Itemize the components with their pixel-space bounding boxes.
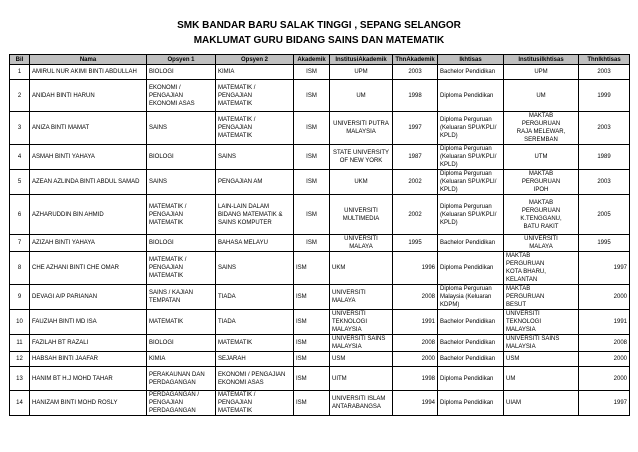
cell-ikhtisas: Diploma Perguruan (Keluaran SPU/KPLI/ KPLD): [438, 195, 504, 235]
cell-akademik: ISM: [294, 391, 330, 416]
header-nama: Nama: [30, 55, 147, 65]
cell-nama: HANIZAM BINTI MOHD ROSLY: [30, 391, 147, 416]
cell-institusi-ikhtisas: UM: [504, 80, 579, 112]
cell-akademik: ISM: [294, 285, 330, 310]
cell-thn-ikhtisas: 2000: [579, 285, 630, 310]
cell-institusi-akademik: UM: [330, 80, 393, 112]
cell-thn-ikhtisas: 2000: [579, 367, 630, 391]
table-row: [10, 285, 630, 310]
cell-institusi-akademik: UKM: [330, 170, 393, 195]
cell-ikhtisas: Bachelor Pendidikan: [438, 352, 504, 367]
cell-akademik: ISM: [294, 145, 330, 170]
cell-opsyen1: EKONOMI / PENGAJIAN EKONOMI ASAS: [147, 80, 216, 112]
cell-opsyen1: MATEMATIK: [147, 310, 216, 335]
cell-thn-ikhtisas: 2003: [579, 112, 630, 145]
cell-bil: 9: [10, 285, 30, 310]
cell-nama: AMIRUL NUR AKIMI BINTI ABDULLAH: [30, 65, 147, 80]
cell-bil: 8: [10, 252, 30, 285]
cell-opsyen2: MATEMATIK / PENGAJIAN MATEMATIK: [216, 112, 294, 145]
cell-thn-akademik: 1991: [393, 310, 438, 335]
cell-thn-ikhtisas: 2008: [579, 335, 630, 352]
cell-ikhtisas: Bachelor Pendidikan: [438, 310, 504, 335]
cell-thn-ikhtisas: 2003: [579, 65, 630, 80]
cell-bil: 5: [10, 170, 30, 195]
cell-ikhtisas: Bachelor Pendidikan: [438, 65, 504, 80]
cell-akademik: ISM: [294, 235, 330, 252]
cell-opsyen2: KIMIA: [216, 65, 294, 80]
cell-thn-akademik: 1996: [393, 252, 438, 285]
cell-ikhtisas: Diploma Pendidikan: [438, 367, 504, 391]
cell-opsyen1: BIOLOGI: [147, 65, 216, 80]
page-title-block: [0, 18, 638, 48]
cell-thn-akademik: 1987: [393, 145, 438, 170]
cell-nama: DEVAGI A/P PARIANAN: [30, 285, 147, 310]
cell-thn-akademik: 2002: [393, 195, 438, 235]
cell-institusi-akademik: UITM: [330, 367, 393, 391]
cell-bil: 1: [10, 65, 30, 80]
cell-opsyen2: MATEMATIK / PENGAJIAN MATEMATIK: [216, 80, 294, 112]
cell-akademik: ISM: [294, 65, 330, 80]
cell-nama: AZHARUDDIN BIN AHMID: [30, 195, 147, 235]
cell-bil: 2: [10, 80, 30, 112]
cell-opsyen2: MATEMATIK: [216, 335, 294, 352]
cell-thn-akademik: 2008: [393, 335, 438, 352]
cell-institusi-akademik: STATE UNIVERSITY OF NEW YORK: [330, 145, 393, 170]
table-row: [10, 195, 630, 235]
cell-institusi-ikhtisas: UTM: [504, 145, 579, 170]
cell-nama: AZIZAH BINTI YAHAYA: [30, 235, 147, 252]
cell-nama: ANIZA BINTI MAMAT: [30, 112, 147, 145]
cell-institusi-ikhtisas: USM: [504, 352, 579, 367]
table-row: [10, 252, 630, 285]
table-row: [10, 335, 630, 352]
cell-opsyen1: BIOLOGI: [147, 235, 216, 252]
table-row: [10, 80, 630, 112]
cell-bil: 12: [10, 352, 30, 367]
cell-thn-akademik: 2000: [393, 352, 438, 367]
cell-nama: CHE AZHANI BINTI CHE OMAR: [30, 252, 147, 285]
cell-opsyen2: TIADA: [216, 285, 294, 310]
cell-thn-ikhtisas: 1991: [579, 310, 630, 335]
cell-thn-ikhtisas: 1997: [579, 391, 630, 416]
header-opsyen1: Opsyen 1: [147, 55, 216, 65]
table-row: [10, 145, 630, 170]
cell-opsyen1: SAINS: [147, 170, 216, 195]
cell-institusi-akademik: UNIVERSITI TEKNOLOGI MALAYSIA: [330, 310, 393, 335]
cell-akademik: ISM: [294, 367, 330, 391]
table-row: [10, 352, 630, 367]
cell-ikhtisas: Diploma Perguruan (Keluaran SPU/KPLI/ KPLD): [438, 170, 504, 195]
cell-ikhtisas: Bachelor Pendidikan: [438, 335, 504, 352]
cell-thn-akademik: 1998: [393, 367, 438, 391]
cell-thn-akademik: 1995: [393, 235, 438, 252]
cell-institusi-ikhtisas: UNIVERSITI SAINS MALAYSIA: [504, 335, 579, 352]
cell-institusi-ikhtisas: MAKTAB PERGURUAN K.TENGGANU, BATU RAKIT: [504, 195, 579, 235]
table-row: [10, 170, 630, 195]
cell-nama: HANIM BT H.J MOHD TAHAR: [30, 367, 147, 391]
cell-ikhtisas: Diploma Pendidikan: [438, 80, 504, 112]
cell-institusi-ikhtisas: UNIVERSITI MALAYA: [504, 235, 579, 252]
cell-akademik: ISM: [294, 252, 330, 285]
cell-bil: 13: [10, 367, 30, 391]
cell-akademik: ISM: [294, 352, 330, 367]
header-institusi-ikhtisas: InstitusiIkhtisas: [504, 55, 579, 65]
teacher-table: [9, 54, 630, 416]
cell-opsyen2: MATEMATIK / PENGAJIAN MATEMATIK: [216, 391, 294, 416]
cell-bil: 10: [10, 310, 30, 335]
cell-institusi-akademik: UNIVERSITI SAINS MALAYSIA: [330, 335, 393, 352]
cell-akademik: ISM: [294, 195, 330, 235]
header-opsyen2: Opsyen 2: [216, 55, 294, 65]
cell-institusi-ikhtisas: MAKTAB PERGURUAN IPOH: [504, 170, 579, 195]
cell-institusi-akademik: UNIVERSITI MALAYA: [330, 285, 393, 310]
cell-opsyen2: EKONOMI / PENGAJIAN EKONOMI ASAS: [216, 367, 294, 391]
cell-ikhtisas: Bachelor Pendidikan: [438, 235, 504, 252]
table-row: [10, 367, 630, 391]
cell-thn-ikhtisas: 1997: [579, 252, 630, 285]
cell-akademik: ISM: [294, 310, 330, 335]
cell-bil: 14: [10, 391, 30, 416]
table-row: [10, 310, 630, 335]
header-thn-ikhtisas: ThnIkhtisas: [579, 55, 630, 65]
cell-thn-akademik: 1994: [393, 391, 438, 416]
cell-opsyen2: SAINS: [216, 252, 294, 285]
cell-nama: FAZILAH BT RAZALI: [30, 335, 147, 352]
header-akademik: Akademik: [294, 55, 330, 65]
cell-opsyen2: SEJARAH: [216, 352, 294, 367]
cell-thn-ikhtisas: 1995: [579, 235, 630, 252]
report-title: MAKLUMAT GURU BIDANG SAINS DAN MATEMATIK: [193, 35, 445, 46]
cell-akademik: ISM: [294, 112, 330, 145]
cell-opsyen2: TIADA: [216, 310, 294, 335]
cell-thn-akademik: 1997: [393, 112, 438, 145]
school-title: SMK BANDAR BARU SALAK TINGGI , SEPANG SELANGOR: [177, 20, 461, 31]
table-row: [10, 112, 630, 145]
cell-institusi-ikhtisas: UM: [504, 367, 579, 391]
cell-nama: ASMAH BINTI YAHAYA: [30, 145, 147, 170]
cell-akademik: ISM: [294, 335, 330, 352]
cell-ikhtisas: Diploma Perguruan (Keluaran SPU/KPLI/ KPLD): [438, 145, 504, 170]
header-row: [10, 55, 630, 65]
cell-institusi-akademik: UNIVERSITI ISLAM ANTARABANGSA: [330, 391, 393, 416]
cell-opsyen1: SAINS / KAJIAN TEMPATAN: [147, 285, 216, 310]
cell-institusi-akademik: UKM: [330, 252, 393, 285]
cell-ikhtisas: Diploma Pendidikan: [438, 252, 504, 285]
cell-institusi-ikhtisas: MAKTAB PERGURUAN BESUT: [504, 285, 579, 310]
cell-thn-ikhtisas: 2003: [579, 170, 630, 195]
cell-thn-akademik: 2003: [393, 65, 438, 80]
cell-opsyen1: PERAKAUNAN DAN PERDAGANGAN: [147, 367, 216, 391]
table-row: [10, 391, 630, 416]
cell-nama: AZEAN AZLINDA BINTI ABDUL SAMAD: [30, 170, 147, 195]
cell-opsyen1: SAINS: [147, 112, 216, 145]
cell-thn-ikhtisas: 1989: [579, 145, 630, 170]
cell-institusi-ikhtisas: UNIVERSITI TEKNOLOGI MALAYSIA: [504, 310, 579, 335]
cell-institusi-akademik: UNIVERSITI MALAYA: [330, 235, 393, 252]
cell-institusi-ikhtisas: UPM: [504, 65, 579, 80]
cell-thn-akademik: 2008: [393, 285, 438, 310]
cell-opsyen1: PERDAGANGAN / PENGAJIAN PERDAGANGAN: [147, 391, 216, 416]
cell-bil: 4: [10, 145, 30, 170]
cell-ikhtisas: Diploma Perguruan (Keluaran SPU/KPLI/ KPLD): [438, 112, 504, 145]
cell-thn-akademik: 1998: [393, 80, 438, 112]
cell-nama: HABSAH BINTI JAAFAR: [30, 352, 147, 367]
cell-opsyen1: BIOLOGI: [147, 145, 216, 170]
header-thn-akademik: ThnAkademik: [393, 55, 438, 65]
cell-institusi-akademik: USM: [330, 352, 393, 367]
table-row: [10, 65, 630, 80]
header-bil: Bil: [10, 55, 30, 65]
table-body: [10, 65, 630, 416]
cell-institusi-ikhtisas: MAKTAB PERGURUAN RAJA MELEWAR, SEREMBAN: [504, 112, 579, 145]
cell-nama: ANIDAH BINTI HARUN: [30, 80, 147, 112]
cell-thn-ikhtisas: 2000: [579, 352, 630, 367]
header-ikhtisas: Ikhtisas: [438, 55, 504, 65]
cell-opsyen1: KIMIA: [147, 352, 216, 367]
cell-opsyen1: MATEMATIK / PENGAJIAN MATEMATIK: [147, 195, 216, 235]
cell-thn-ikhtisas: 2005: [579, 195, 630, 235]
cell-institusi-ikhtisas: UIAM: [504, 391, 579, 416]
cell-opsyen2: LAIN-LAIN DALAM BIDANG MATEMATIK & SAINS KOMPUTER: [216, 195, 294, 235]
cell-akademik: ISM: [294, 170, 330, 195]
cell-bil: 7: [10, 235, 30, 252]
cell-thn-akademik: 2002: [393, 170, 438, 195]
cell-institusi-akademik: UPM: [330, 65, 393, 80]
cell-bil: 11: [10, 335, 30, 352]
cell-opsyen2: BAHASA MELAYU: [216, 235, 294, 252]
cell-nama: FAUZIAH BINTI MD ISA: [30, 310, 147, 335]
cell-institusi-akademik: UNIVERSITI MULTIMEDIA: [330, 195, 393, 235]
cell-bil: 6: [10, 195, 30, 235]
cell-thn-ikhtisas: 1999: [579, 80, 630, 112]
cell-bil: 3: [10, 112, 30, 145]
cell-opsyen2: SAINS: [216, 145, 294, 170]
cell-akademik: ISM: [294, 80, 330, 112]
table-row: [10, 235, 630, 252]
cell-ikhtisas: Diploma Perguruan Malaysia (Keluaran KDPM): [438, 285, 504, 310]
cell-opsyen1: MATEMATIK / PENGAJIAN MATEMATIK: [147, 252, 216, 285]
cell-opsyen1: BIOLOGI: [147, 335, 216, 352]
cell-institusi-ikhtisas: MAKTAB PERGURUAN KOTA BHARU, KELANTAN: [504, 252, 579, 285]
cell-ikhtisas: Diploma Pendidikan: [438, 391, 504, 416]
cell-institusi-akademik: UNIVERSITI PUTRA MALAYSIA: [330, 112, 393, 145]
header-institusi-akademik: InstitusiAkademik: [330, 55, 393, 65]
cell-opsyen2: PENGAJIAN AM: [216, 170, 294, 195]
